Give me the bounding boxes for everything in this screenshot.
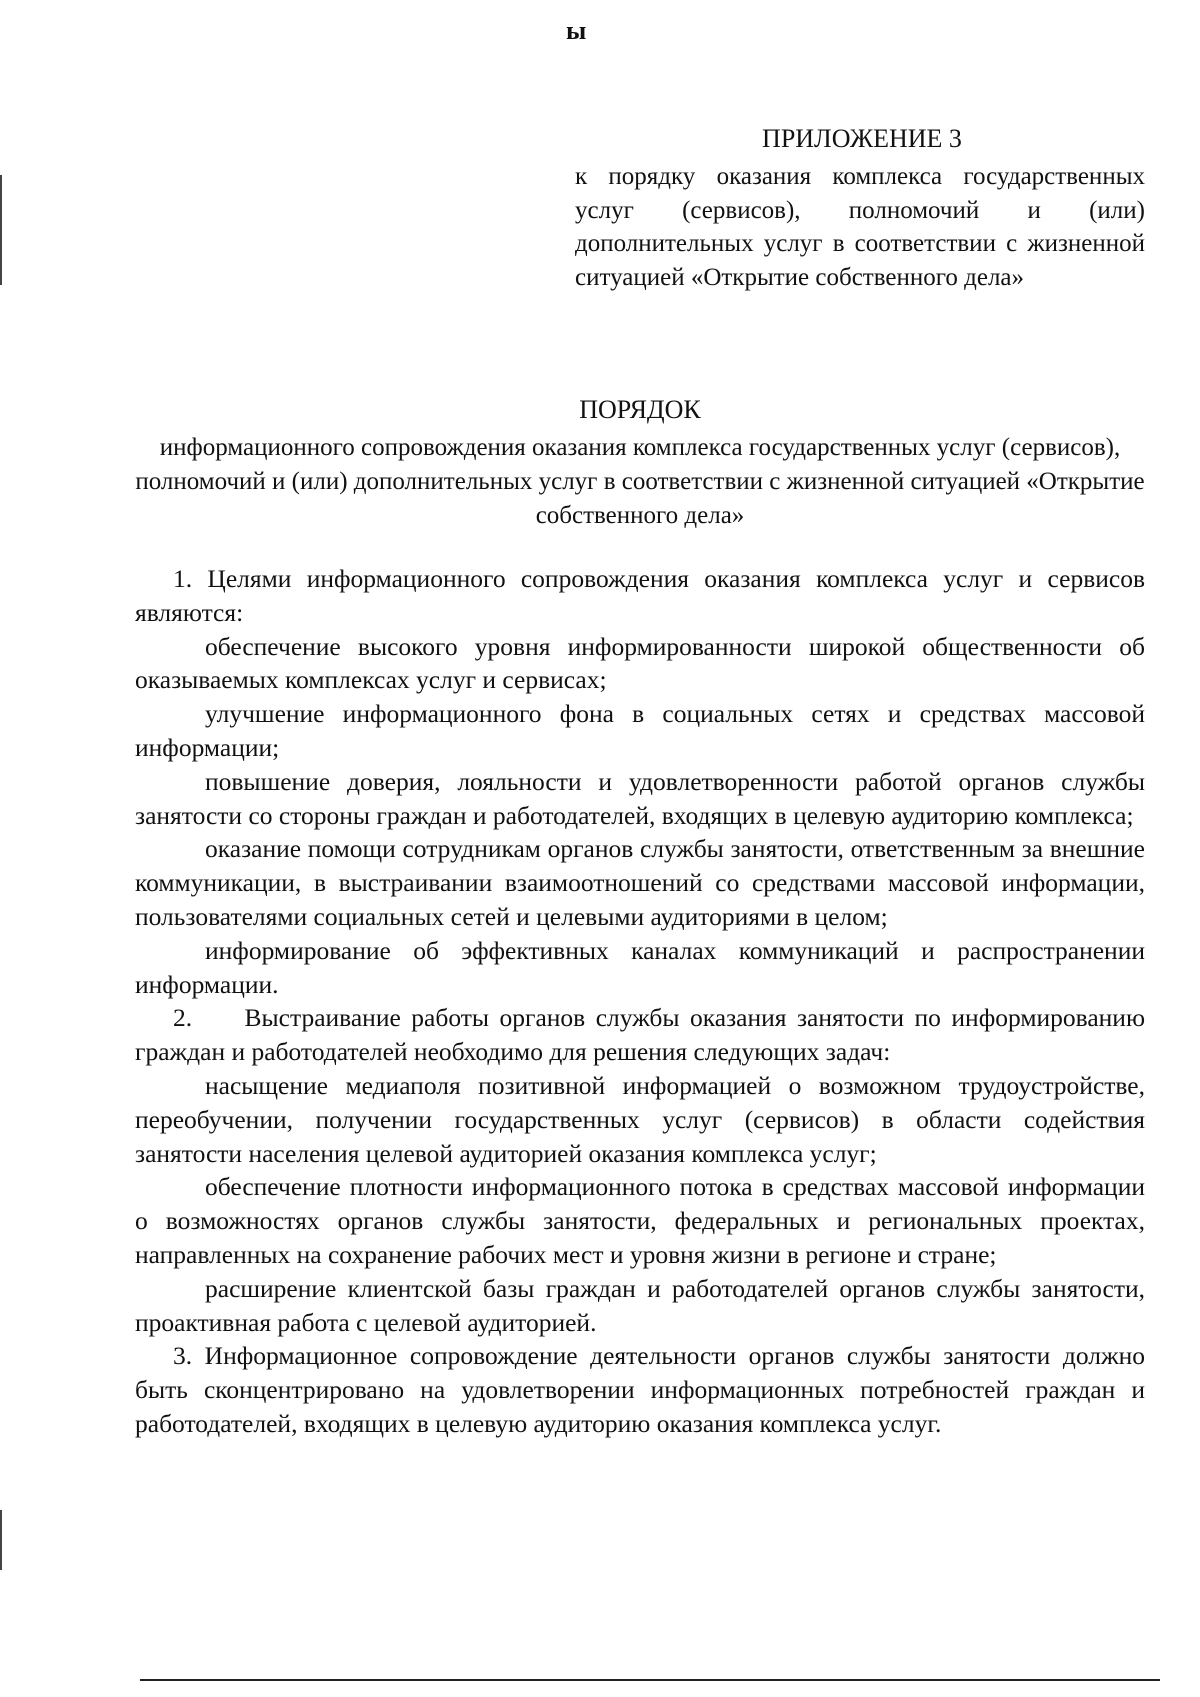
page-mark: ы — [566, 16, 587, 45]
paragraph-task-media-field: насыщение медиаполя позитивной информацией о возможном трудоустройстве, переобучении, получении государственных услуг (сервисов) в области содействия занятости населения целевой аудиторией оказания комплекса услуг; — [135, 1070, 1145, 1168]
bottom-rule — [140, 1679, 1160, 1681]
paragraph-goal-awareness: обеспечение высокого уровня информированности широкой общественности об оказываемых комплексах услуг и сервисах; — [135, 631, 1145, 695]
document-title-block — [135, 393, 1145, 533]
paragraph-task-info-flow: обеспечение плотности информационного потока в средствах массовой информации о возможностях органов службы занятости, федеральных и региональных проектах, направленных на сохранение рабочих мест и уровня жизни в регионе и стране; — [135, 1172, 1145, 1269]
paragraph-goal-channels: информирование об эффективных каналах коммуникаций и распространении информации. — [135, 935, 1145, 999]
paragraph-item-3: 3. Информационное сопровождение деятельности органов службы занятости должно быть сконцентрировано на удовлетворении информационных потребностей граждан и работодателей, входящих в целевую аудиторию оказания комплекса услуг. — [135, 1341, 1145, 1438]
scan-edge-mark — [0, 175, 2, 285]
appendix-title: ПРИЛОЖЕНИЕ 3 — [762, 124, 962, 153]
document-body — [135, 562, 1152, 1441]
paragraph-item-2: 2. Выстраивание работы органов службы оказания занятости по информированию граждан и работодателей необходимо для решения следующих задач: — [135, 1003, 1152, 1067]
paragraph-goal-assistance: оказание помощи сотрудникам органов службы занятости, ответственным за внешние коммуникации, в выстраивании взаимоотношений со средствами массовой информации, пользователями социальных сетей и целевыми аудиториями в целом; — [135, 834, 1145, 931]
document-title: ПОРЯДОК — [579, 395, 701, 424]
appendix-block — [575, 120, 1145, 294]
paragraph-task-client-base: расширение клиентской базы граждан и работодателей органов службы занятости, проактивная работа с целевой аудиторией. — [135, 1273, 1145, 1337]
paragraph-goal-media: улучшение информационного фона в социальных сетях и средствах массовой информации; — [135, 699, 1145, 762]
paragraph-goal-trust: повышение доверия, лояльности и удовлетворенности работой органов службы занятости со стороны граждан и работодателей, входящих в целевую аудиторию комплекса; — [135, 766, 1145, 830]
paragraph-item-1: 1. Целями информационного сопровождения оказания комплекса услуг и сервисов являются: — [135, 564, 1145, 627]
document-subtitle: информационного сопровождения оказания комплекса государственных услуг (сервисов), полномочий и (или) дополнительных услуг в соответствии с жизненной ситуацией «Открытие собственного дела» — [135, 434, 1145, 529]
appendix-text: к порядку оказания комплекса государственных услуг (сервисов), полномочий и (или) дополнительных услуг в соответствии с жизненной ситуацией «Открытие собственного дела» — [575, 163, 1145, 291]
scan-edge-mark — [0, 1510, 2, 1570]
